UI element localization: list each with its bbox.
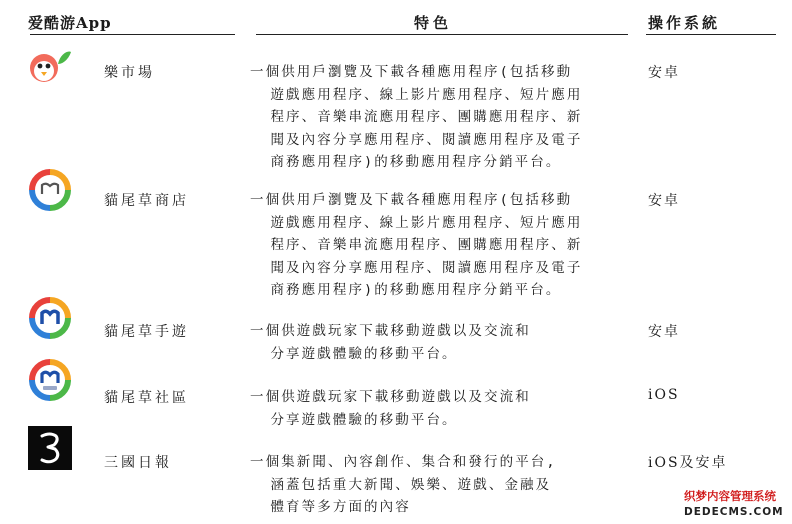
header-rule-features (256, 34, 628, 35)
app-description: 一個供遊戲玩家下載移動遊戲以及交流和 分享遊戲體驗的移動平台。 (250, 389, 531, 428)
cat-ring-community-icon (28, 358, 72, 402)
app-name: 貓尾草社區 (104, 390, 189, 406)
header-features: 特色 (414, 14, 453, 32)
bird-leaf-icon (28, 44, 72, 88)
header-os: 操作系統 (648, 14, 721, 32)
three-logo-icon (28, 426, 72, 470)
watermark-title: 织梦内容管理系统 (684, 489, 776, 503)
app-name: 貓尾草手遊 (104, 324, 189, 340)
app-description: 一個供用戶瀏覽及下載各種應用程序(包括移動 遊戲應用程序、線上影片應用程序、短片應用 程序、音樂串流應用程序、團購應用程序、新 聞及內容分享應用程序、閱讀應用程序及電子 商務應用程序)的移動應用程序分銷平台。 (250, 64, 583, 170)
app-description: 一個集新聞、內容創作、集合和發行的平台, 涵蓋包括重大新聞、娛樂、遊戲、金融及 體育等多方面的內容 (250, 454, 557, 515)
app-name: 樂市場 (104, 65, 155, 81)
watermark (680, 485, 792, 524)
app-os: iOS (648, 387, 680, 403)
app-os: iOS及安卓 (648, 455, 728, 471)
app-os: 安卓 (648, 65, 680, 81)
cat-ring-icon (28, 168, 72, 212)
app-description: 一個供用戶瀏覽及下載各種應用程序(包括移動 遊戲應用程序、線上影片應用程序、短片應用 程序、音樂串流應用程序、團購應用程序、新 聞及內容分享應用程序、閱讀應用程序及電子 商務應用程序)的移動應用程序分銷平台。 (250, 192, 583, 298)
app-os: 安卓 (648, 324, 680, 340)
cat-ring-m-icon (28, 296, 72, 340)
header-rule-app (30, 34, 235, 35)
app-name: 三國日報 (104, 455, 172, 471)
watermark-url: DEDECMS.COM (684, 506, 784, 518)
header-rule-os (646, 34, 776, 35)
app-os: 安卓 (648, 193, 680, 209)
app-name: 貓尾草商店 (104, 193, 189, 209)
app-description: 一個供遊戲玩家下載移動遊戲以及交流和 分享遊戲體驗的移動平台。 (250, 323, 531, 362)
header-app: 爱酷游App (28, 14, 112, 32)
